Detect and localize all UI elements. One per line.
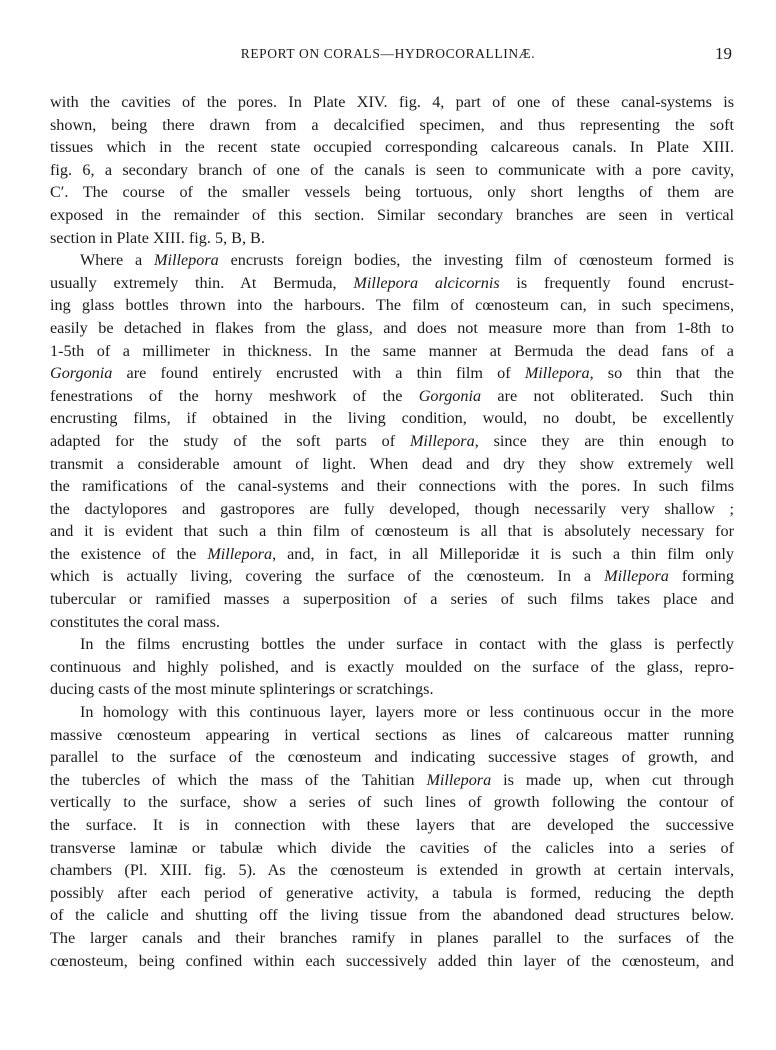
text-line: the tubercles of which the mass of the Tahitian Millepora is made up, when cut through [50, 770, 735, 789]
text-line: cœnosteum, being confined within each successively added thin layer of the cœnosteum, and [50, 951, 734, 970]
text-line: continuous and highly polished, and is exactly moulded on the surface of the glass, repro- [50, 657, 734, 676]
page-number: 19 [715, 44, 732, 63]
text-line: which is actually living, covering the surface of the cœnosteum. In a Millepora forming [50, 567, 734, 586]
text-line: The larger canals and their branches ramify in planes parallel to the surfaces of the [50, 928, 734, 947]
paragraph [50, 249, 734, 633]
taxon-name: Millepora [153, 251, 219, 270]
page-header [0, 46, 776, 68]
running-head: REPORT ON CORALS—HYDROCORALLINÆ. [240, 46, 536, 61]
text-line: tissues which in the recent state occupied corresponding calcareous canals. In Plate XIII. [50, 138, 734, 157]
text-line: shown, being there drawn from a decalcified specimen, and thus representing the soft [50, 115, 734, 134]
text-line: chambers (Pl. XIII. fig. 5). As the cœnosteum is extended in growth at certain intervals, [50, 861, 734, 880]
text-line: exposed in the remainder of this section. Similar secondary branches are seen in vertical [50, 205, 734, 224]
text-line: In homology with this continuous layer, layers more or less continuous occur in the more [80, 703, 734, 722]
text-line: of the calicle and shutting off the living tissue from the abandoned dead structures below. [50, 906, 734, 925]
text-line: encrusting films, if obtained in the living condition, would, no doubt, be excellently [50, 409, 734, 428]
taxon-name: Millepora [524, 364, 590, 383]
text-line: vertically to the surface, show a series of such lines of growth following the contour of [50, 793, 734, 812]
text-line: with the cavities of the pores. In Plate XIV. fig. 4, part of one of these canal-systems is [50, 93, 734, 111]
text-line: fenestrations of the horny meshwork of the Gorgonia are not obliterated. Such thin [50, 386, 734, 405]
taxon-name: Millepora alcicornis [353, 273, 500, 292]
text-line: ing glass bottles thrown into the harbours. The film of cœnosteum can, in such specimens, [50, 296, 734, 315]
text-line: massive cœnosteum appearing in vertical sections as lines of calcareous matter running [50, 725, 734, 744]
text-line: parallel to the surface of the cœnosteum and indicating successive stages of growth, and [50, 748, 734, 767]
text-line: the ramifications of the canal-systems and their connections with the pores. In such films [50, 477, 734, 496]
text-line: 1-5th of a millimeter in thickness. In the same manner at Bermuda the dead fans of a [50, 341, 734, 360]
text-line: section in Plate XIII. fig. 5, B, B. [50, 228, 265, 247]
taxon-name: Millepora [426, 770, 492, 789]
taxon-name: Gorgonia [50, 364, 113, 383]
text-line: Gorgonia are found entirely encrusted with a thin film of Millepora, so thin that the [50, 364, 734, 383]
text-line: easily be detached in flakes from the glass, and does not measure more than from 1-8th to [50, 318, 734, 337]
text-line: and it is evident that such a thin film of cœnosteum is all that is absolutely necessary for [50, 522, 734, 541]
taxon-name: Gorgonia [418, 386, 482, 405]
text-line: tubercular or ramified masses a superposition of a series of such films takes place and [50, 590, 734, 609]
text-line: transverse laminæ or tabulæ which divide the cavities of the calicles into a series of [50, 838, 734, 857]
text-line: usually extremely thin. At Bermuda, Millepora alcicornis is frequently found encrust- [50, 273, 735, 292]
paragraph [50, 91, 734, 249]
paragraph [50, 633, 734, 701]
taxon-name: Millepora [207, 544, 273, 563]
text-line: possibly after each period of generative activity, a tabula is formed, reducing the depth [50, 883, 734, 902]
text-line: C′. The course of the smaller vessels being tortuous, only short lengths of them are [50, 183, 734, 202]
text-line: Where a Millepora encrusts foreign bodies, the investing film of cœnosteum formed is [80, 251, 734, 270]
text-line: the surface. It is in connection with these layers that are developed the successive [50, 816, 734, 834]
taxon-name: Millepora [409, 431, 475, 450]
taxon-name: Millepora [604, 567, 669, 586]
text-line: the existence of the Millepora, and, in fact, in all Milleporidæ it is such a thin film only [50, 544, 734, 563]
text-line: constitutes the coral mass. [50, 612, 220, 631]
text-line: fig. 6, a secondary branch of one of the canals is seen to communicate with a pore cavity, [50, 160, 734, 179]
text-line: the dactylopores and gastropores are fully developed, though necessarily very shallow ; [50, 499, 734, 518]
body-text [50, 91, 734, 972]
paragraph [50, 701, 734, 972]
text-line: In the films encrusting bottles the under surface in contact with the glass is perfectly [80, 635, 734, 654]
text-line: ducing casts of the most minute splinterings or scratchings. [50, 680, 434, 699]
text-line: transmit a considerable amount of light. When dead and dry they show extremely well [50, 454, 734, 473]
text-line: adapted for the study of the soft parts of Millepora, since they are thin enough to [50, 431, 734, 450]
